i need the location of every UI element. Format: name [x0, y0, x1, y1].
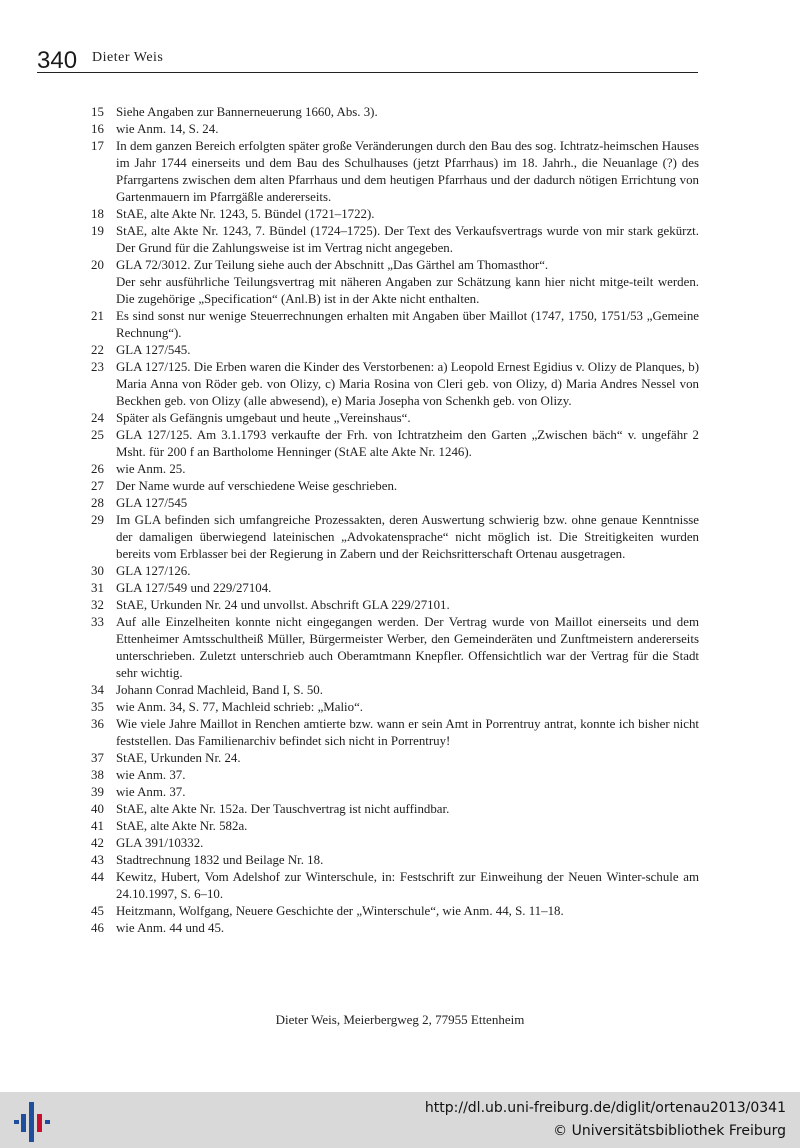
endnote-number: 28 [91, 496, 104, 510]
endnote-number: 15 [91, 105, 104, 119]
endnotes-list [91, 104, 699, 937]
author-address: Dieter Weis, Meierbergweg 2, 77955 Ettenheim [275, 1012, 525, 1027]
endnote-text: Wie viele Jahre Maillot in Renchen amtierte bzw. wann er sein Amt in Porrentruy antrat, konnte ich bisher nicht feststellen. Das Familienarchiv befindet sich nicht in Porrentruy! [116, 717, 699, 748]
endnote-number: 31 [91, 581, 104, 595]
endnote-text: wie Anm. 37. [116, 785, 186, 799]
endnote-item [91, 478, 699, 495]
endnote-text: GLA 127/125. Die Erben waren die Kinder des Verstorbenen: a) Leopold Ernest Egidius v. Olizy de Planques, b) Maria Anna von Röder geb. von Olizy, c) Maria Rosina von Cleri geb. von Olizy, d) Maria Andres Nessel von Beckhen geb. von Olizy (alle abwesend), e) Maria Josepha von Schenkh geb. von Olizy. [116, 360, 699, 408]
ub-freiburg-logo-icon[interactable] [14, 1100, 54, 1142]
endnote-number: 43 [91, 853, 104, 867]
endnote-item [91, 104, 699, 121]
endnote-number: 29 [91, 513, 104, 527]
footer-copyright: © Universitätsbibliothek Freiburg [553, 1123, 786, 1139]
endnote-text: Kewitz, Hubert, Vom Adelshof zur Winterschule, in: Festschrift zur Einweihung der Neuen Winter-schule am 24.10.1997, S. 6–10. [116, 870, 699, 901]
endnote-number: 24 [91, 411, 104, 425]
endnote-number: 34 [91, 683, 104, 697]
endnote-text: wie Anm. 14, S. 24. [116, 122, 219, 136]
endnote-item [91, 223, 699, 257]
endnote-text: Stadtrechnung 1832 und Beilage Nr. 18. [116, 853, 324, 867]
endnote-number: 39 [91, 785, 104, 799]
endnote-item [91, 597, 699, 614]
endnote-text: GLA 127/126. [116, 564, 191, 578]
footer-url-link[interactable]: http://dl.ub.uni-freiburg.de/diglit/ortenau2013/0341 [424, 1100, 786, 1116]
endnote-item [91, 410, 699, 427]
endnote-item [91, 342, 699, 359]
endnote-number: 23 [91, 360, 104, 374]
endnote-text: Der sehr ausführliche Teilungsvertrag mit näheren Angaben zur Schätzung kann hier nicht mitge-teilt werden. Die zugehörige „Specification“ (Anl.B) ist in der Akte nicht enthalten. [116, 275, 699, 306]
footer-bar [0, 1092, 800, 1148]
endnote-number: 38 [91, 768, 104, 782]
endnote-text: wie Anm. 34, S. 77, Machleid schrieb: „Malio“. [116, 700, 364, 714]
running-head: Dieter Weis [92, 50, 164, 65]
endnote-text: GLA 127/545 [116, 496, 188, 510]
endnote-number: 36 [91, 717, 104, 731]
endnote-item [91, 138, 699, 206]
endnote-item [91, 682, 699, 699]
endnote-number: 18 [91, 207, 104, 221]
endnote-number: 19 [91, 224, 104, 238]
endnote-item [91, 206, 699, 223]
endnote-number: 21 [91, 309, 104, 323]
endnote-text: In dem ganzen Bereich erfolgten später große Veränderungen durch den Bau des sog. Ichtratz-heimschen Hauses im Jahr 1744 einerseits und dem Bau des Schulhauses (jetzt Pfarrhaus) im 18. Jahrh., die Neuanlage (?) des Pfarrgartens zwischen dem alten Pfarrhaus und dem heutigen Pfarrhaus und der dadurch nötigen Errichtung von Gartenmauern im Pfarrgäßle andererseits. [116, 139, 699, 204]
endnote-item [91, 121, 699, 138]
endnote-text: Später als Gefängnis umgebaut und heute „Vereinshaus“. [116, 411, 411, 425]
endnote-text: StAE, alte Akte Nr. 152a. Der Tauschvertrag ist nicht auffindbar. [116, 802, 450, 816]
endnote-number: 32 [91, 598, 104, 612]
endnote-item [91, 461, 699, 478]
endnote-item [91, 512, 699, 563]
endnote-item [91, 869, 699, 903]
endnote-item [91, 699, 699, 716]
endnote-text: StAE, alte Akte Nr. 1243, 7. Bündel (1724–1725). Der Text des Verkaufsvertrags wurde von mir stark gekürzt. Der Grund für die Zahlungsweise ist im Vertrag nicht angegeben. [116, 224, 699, 255]
endnote-number: 33 [91, 615, 104, 629]
endnote-item [91, 835, 699, 852]
endnote-number: 44 [91, 870, 104, 884]
endnote-item [91, 920, 699, 937]
endnote-number: 25 [91, 428, 104, 442]
endnote-text: Auf alle Einzelheiten konnte nicht eingegangen werden. Der Vertrag wurde von Maillot einerseits und dem Ettenheimer Amtsschultheiß Müller, Bürgermeister Werber, den Gemeinderäten und Zunftmeistern andererseits unterschrieben. Zuletzt unterschrieb auch Oberamtmann Knepfler. Offensichtlich war der Vertrag für die Stadt sehr wichtig. [116, 615, 699, 680]
endnote-number: 42 [91, 836, 104, 850]
endnote-text: Es sind sonst nur wenige Steuerrechnungen erhalten mit Angaben über Maillot (1747, 1750, 1751/53 „Gemeine Rechnung“). [116, 309, 699, 340]
endnote-item [91, 580, 699, 597]
endnote-text: wie Anm. 25. [116, 462, 186, 476]
endnote-number: 17 [91, 139, 104, 153]
endnote-item [91, 716, 699, 750]
endnote-item [91, 903, 699, 920]
endnote-number: 37 [91, 751, 104, 765]
endnote-number: 35 [91, 700, 104, 714]
endnote-text: GLA 127/549 und 229/27104. [116, 581, 272, 595]
endnote-text: GLA 127/545. [116, 343, 191, 357]
endnote-item [91, 767, 699, 784]
endnote-item [91, 563, 699, 580]
endnote-item [91, 852, 699, 869]
endnote-text: Der Name wurde auf verschiedene Weise geschrieben. [116, 479, 398, 493]
endnote-number: 46 [91, 921, 104, 935]
endnote-item [91, 801, 699, 818]
endnote-item [91, 308, 699, 342]
endnote-number: 20 [91, 258, 104, 272]
endnote-number: 30 [91, 564, 104, 578]
endnote-text: StAE, Urkunden Nr. 24. [116, 751, 241, 765]
endnote-text: Im GLA befinden sich umfangreiche Prozessakten, deren Auswertung schwierig bzw. ohne genaue Kenntnisse der damaligen überwiegend lateinischen „Advokatensprache“ nicht möglich ist. Die Streitigkeiten wurden bereits vom Erblasser bei der Regierung in Zabern und der Reichsritterschaft Ortenau ausgetragen. [116, 513, 699, 561]
endnote-number: 27 [91, 479, 104, 493]
endnote-item [91, 427, 699, 461]
endnote-text: StAE, alte Akte Nr. 582a. [116, 819, 248, 833]
endnote-text: Siehe Angaben zur Bannerneuerung 1660, Abs. 3). [116, 105, 378, 119]
endnote-text: StAE, alte Akte Nr. 1243, 5. Bündel (1721–1722). [116, 207, 375, 221]
endnote-item [91, 818, 699, 835]
endnote-item [91, 257, 699, 308]
endnote-number: 26 [91, 462, 104, 476]
endnote-item [91, 495, 699, 512]
endnote-item [91, 784, 699, 801]
endnote-number: 45 [91, 904, 104, 918]
endnote-number: 41 [91, 819, 104, 833]
endnote-number: 22 [91, 343, 104, 357]
endnote-number: 40 [91, 802, 104, 816]
page-number: 340 [37, 47, 78, 74]
endnote-item [91, 614, 699, 682]
endnote-text: GLA 127/125. Am 3.1.1793 verkaufte der Frh. von Ichtratzheim den Garten „Zwischen bäch“ v. ungefähr 2 Msht. für 200 f an Bartholome Henninger (StAE alte Akte Nr. 1246). [116, 428, 699, 459]
endnote-text: wie Anm. 44 und 45. [116, 921, 225, 935]
endnote-text: Johann Conrad Machleid, Band I, S. 50. [116, 683, 323, 697]
endnote-text: StAE, Urkunden Nr. 24 und unvollst. Abschrift GLA 229/27101. [116, 598, 450, 612]
endnote-item [91, 359, 699, 410]
page-header [37, 46, 698, 73]
endnote-text: wie Anm. 37. [116, 768, 186, 782]
endnote-number: 16 [91, 122, 104, 136]
endnote-text: GLA 391/10332. [116, 836, 204, 850]
endnote-text: Heitzmann, Wolfgang, Neuere Geschichte der „Winterschule“, wie Anm. 44, S. 11–18. [116, 904, 564, 918]
endnote-text: GLA 72/3012. Zur Teilung siehe auch der Abschnitt „Das Gärthel am Thomasthor“. [116, 258, 549, 272]
endnote-item [91, 750, 699, 767]
